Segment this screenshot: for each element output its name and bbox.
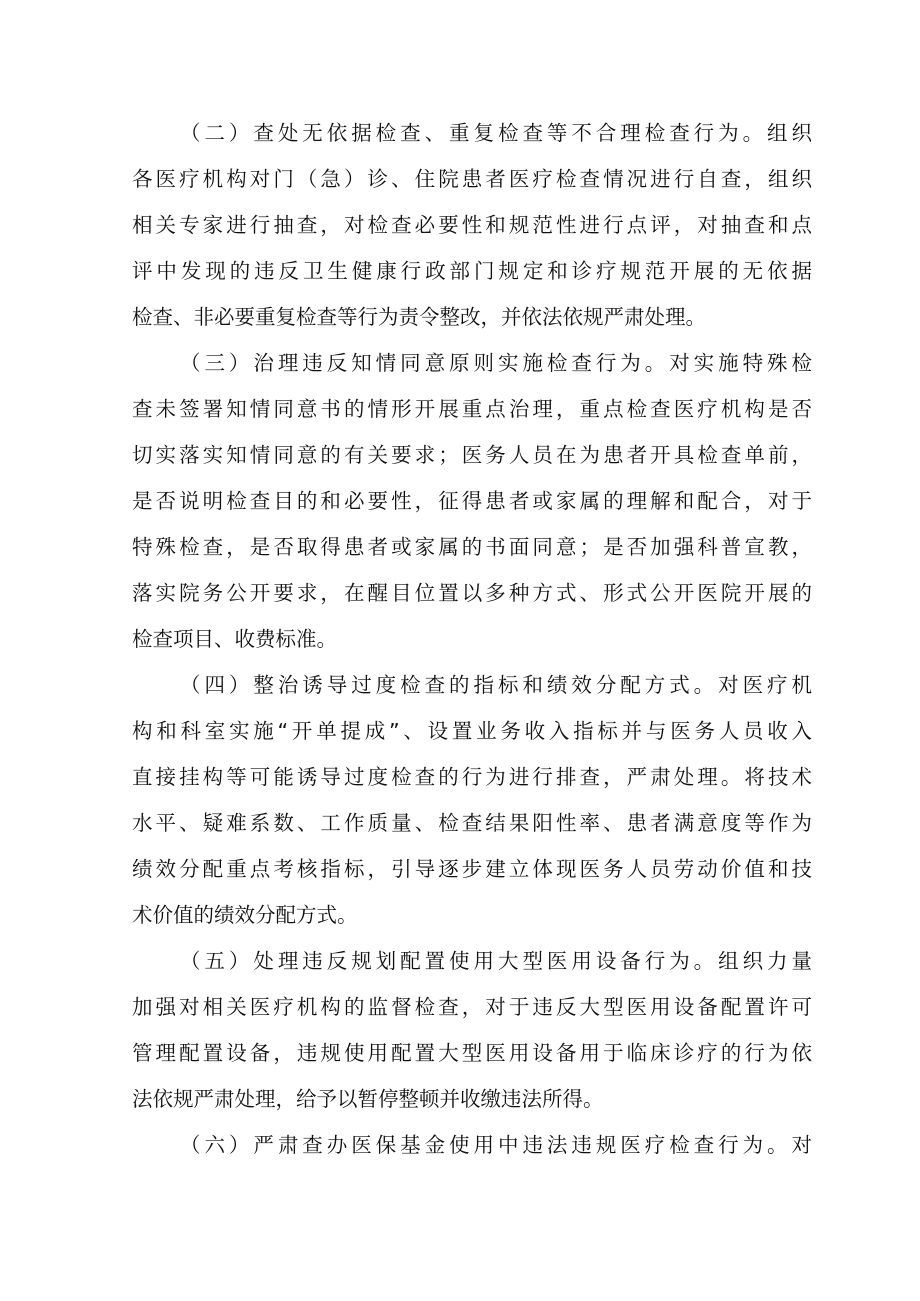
paragraph-5-line-3: 管理配置设备，违规使用配置大型医用设备用于临床诊疗的行为依	[132, 1041, 812, 1065]
paragraph-3-line-5: 特殊检查，是否取得患者或家属的书面同意；是否加强科普宣教，	[132, 535, 812, 559]
paragraph-5-line-2: 加强对相关医疗机构的监督检查，对于违反大型医用设备配置许可	[132, 995, 812, 1019]
paragraph-3-line-3: 切实落实知情同意的有关要求；医务人员在为患者开具检查单前，	[132, 443, 812, 467]
paragraph-4-line-2: 构和科室实施“开单提成”、设置业务收入指标并与医务人员收入	[132, 719, 812, 743]
paragraph-5-line-1: （五）处理违反规划配置使用大型医用设备行为。组织力量	[180, 949, 812, 973]
paragraph-3-line-7: 检查项目、收费标准。	[132, 627, 337, 651]
paragraph-2-line-4: 评中发现的违反卫生健康行政部门规定和诊疗规范开展的无依据	[132, 259, 812, 283]
paragraph-3-line-4: 是否说明检查目的和必要性，征得患者或家属的理解和配合，对于	[132, 489, 812, 513]
paragraph-4-line-1: （四）整治诱导过度检查的指标和绩效分配方式。对医疗机	[180, 673, 812, 697]
paragraph-4-line-6: 术价值的绩效分配方式。	[132, 903, 358, 927]
paragraph-4-line-4: 水平、疑难系数、工作质量、检查结果阳性率、患者满意度等作为	[132, 811, 812, 835]
paragraph-5-line-4: 法依规严肃处理，给予以暂停整顿并收缴违法所得。	[132, 1087, 604, 1111]
paragraph-2-line-3: 相关专家进行抽查，对检查必要性和规范性进行点评，对抽查和点	[132, 213, 812, 237]
paragraph-4-line-3: 直接挂构等可能诱导过度检查的行为进行排查，严肃处理。将技术	[132, 765, 812, 789]
paragraph-3-line-6: 落实院务公开要求，在醒目位置以多种方式、形式公开医院开展的	[132, 581, 812, 605]
paragraph-2-line-5: 检查、非必要重复检查等行为责令整改，并依法依规严肃处理。	[132, 305, 706, 329]
paragraph-2-line-1: （二）查处无依据检查、重复检查等不合理检查行为。组织	[180, 121, 812, 145]
paragraph-6-line-1: （六）严肃查办医保基金使用中违法违规医疗检查行为。对	[180, 1133, 812, 1157]
paragraph-3-line-1: （三）治理违反知情同意原则实施检查行为。对实施特殊检	[180, 351, 812, 375]
paragraph-4-line-5: 绩效分配重点考核指标，引导逐步建立体现医务人员劳动价值和技	[132, 857, 812, 881]
paragraph-3-line-2: 查未签署知情同意书的情形开展重点治理，重点检查医疗机构是否	[132, 397, 812, 421]
paragraph-2-line-2: 各医疗机构对门（急）诊、住院患者医疗检查情况进行自查，组织	[132, 167, 812, 191]
